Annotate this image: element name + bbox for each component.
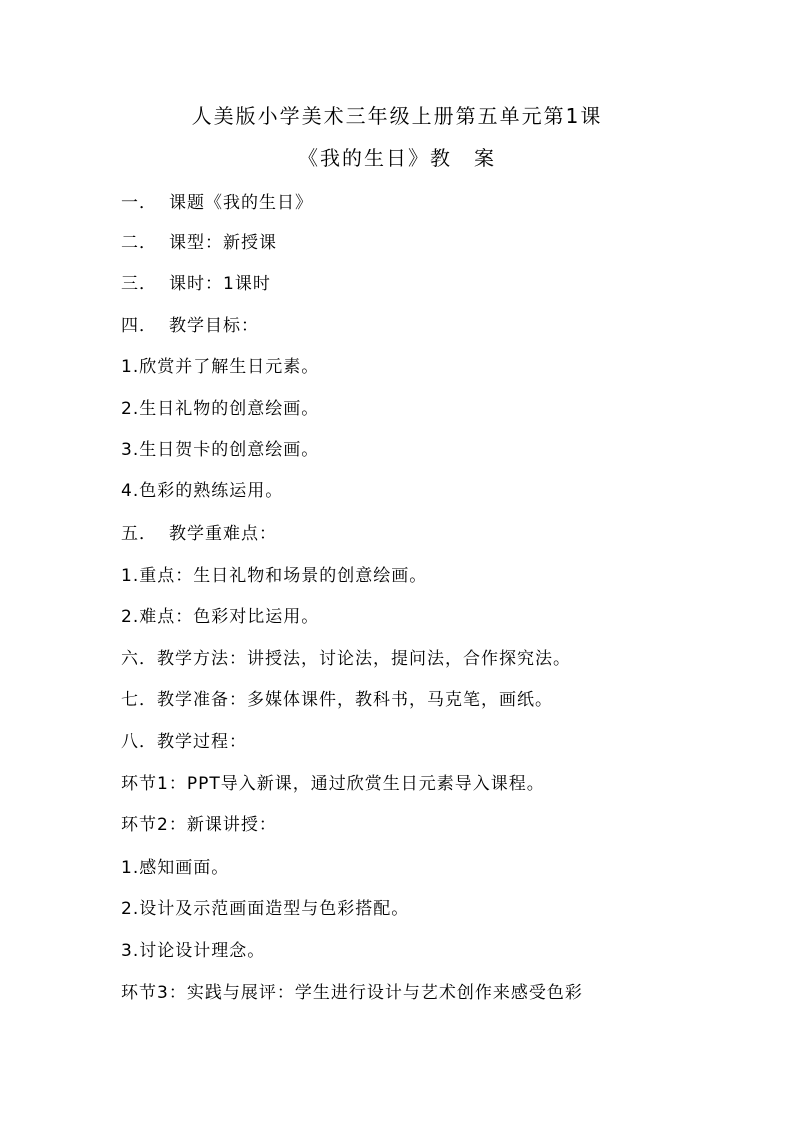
section-teaching-preparation: 七．教学准备：多媒体课件，教科书，马克笔，画纸。 (121, 690, 553, 710)
goal-item: 1.欣赏并了解生日元素。 (121, 357, 320, 377)
document-title: 人美版小学美术三年级上册第五单元第1课 (191, 104, 603, 128)
document-subtitle: 《我的生日》教 案 (298, 146, 496, 170)
process-item: 环节1：PPT导入新课，通过欣赏生日元素导入课程。 (121, 774, 545, 794)
section-number: 二． (121, 233, 157, 253)
goal-item: 4.色彩的熟练运用。 (121, 481, 284, 501)
section-class-hours (121, 272, 271, 296)
section-topic (121, 191, 313, 215)
process-item: 1.感知画面。 (121, 858, 230, 878)
section-number: 五． (121, 524, 157, 544)
section-lesson-type (121, 231, 277, 255)
process-item: 环节3：实践与展评：学生进行设计与艺术创作来感受色彩 (121, 983, 583, 1003)
key-point-item: 2.难点：色彩对比运用。 (121, 607, 320, 627)
section-text: 课时：1课时 (169, 274, 271, 294)
goal-item: 3.生日贺卡的创意绘画。 (121, 440, 320, 460)
section-number: 四． (121, 316, 157, 336)
section-text: 课题《我的生日》 (169, 193, 313, 213)
section-teaching-process: 八．教学过程： (121, 732, 247, 752)
goal-item: 2.生日礼物的创意绘画。 (121, 399, 320, 419)
section-text: 教学目标： (169, 316, 259, 336)
process-item: 环节2：新课讲授： (121, 815, 277, 835)
section-text: 课型：新授课 (169, 233, 277, 253)
section-number: 三． (121, 274, 157, 294)
key-point-item: 1.重点：生日礼物和场景的创意绘画。 (121, 566, 428, 586)
section-number: 一． (121, 193, 157, 213)
process-item: 2.设计及示范画面造型与色彩搭配。 (121, 899, 410, 919)
process-item: 3.讨论设计理念。 (121, 941, 266, 961)
section-teaching-goals (121, 314, 259, 338)
section-key-points (121, 522, 277, 546)
section-text: 教学重难点： (169, 524, 277, 544)
section-teaching-methods: 六．教学方法：讲授法，讨论法，提问法，合作探究法。 (121, 649, 571, 669)
